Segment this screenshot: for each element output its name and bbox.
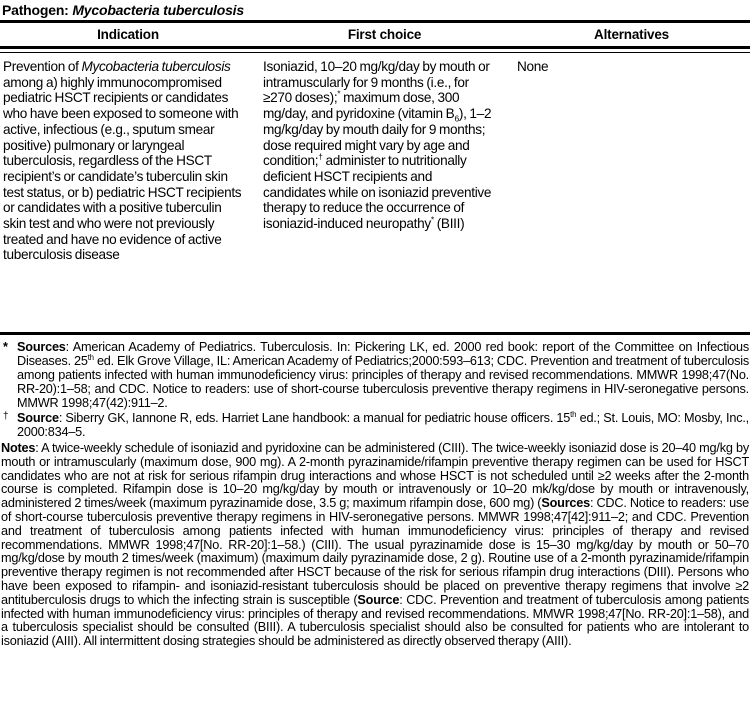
footnote-asterisk (0, 340, 750, 410)
footnote-asterisk-text: Sources: American Academy of Pediatrics. Tuberculosis. In: Pickering LK, ed. 2000 red book: report of the Committee on Infectious Diseases. 25th ed. Elk Grove Village, IL: American Academy of Pediatrics;2000:593–613; CDC. Prevention and treatment of tuberculosis among patients infected with human immunodeficiency virus: principles of therapy and revised recommendations. MMWR 1998;47(No. RR-20):1–58; and CDC. Notice to readers: use of short-course tuberculosis preventive therapy regimens in HIV-seronegative persons. MMWR 1998;47(42):911–2. (17, 340, 750, 410)
table-body-row (0, 53, 750, 330)
notes-paragraph: Notes: A twice-weekly schedule of isoniazid and pyridoxine can be administered (CIII). The twice-weekly isoniazid dose is 20–40 mg/kg by mouth or intramuscularly (maximum dose, 900 mg). A 2-month pyrazinamide/rifampin preventive therapy regimen can be used for HSCT candidates who are not at risk for serious rifampin drug interactions and whose HSCT is not scheduled until ≥2 weeks after the 2-month course is completed. Rifampin dose is 10–20 mg/kg/day by mouth or intravenously or 10–20 mk/kg/dose by mouth or intravenously, administered 2 times/week (maximum pyrazinamide dose, 3.5 g; maximum rifampin dose, 600 mg) (Sources: CDC. Notice to readers: use of short-course tuberculosis preventive therapy regimens in HIV-seronegative persons. MMWR 1998;47[42]:911–2; and CDC. Prevention and treatment of tuberculosis among patients infected with human immunodeficiency virus: principles of therapy and revised recommendations. MMWR 1998;47[No. RR-20]:1–58.) (CIII). The usual pyrazinamide dose is 15–30 mg/kg/day by mouth or 50–70 mg/kg/dose by mouth 2 times/week (maximum) (maximum daily pyrazinamide dose, 2 g). Routine use of a 2-month pyrazinamide/rifampin preventive therapy regimen is not recommended after HSCT because of the risk for serious rifampin drug interactions (DIII). Persons who have been exposed to rifampin- and isoniazid-resistant tuberculosis should be placed on preventive therapy regimens that involve ≥2 antituberculosis drugs to which the infecting strain is susceptible (Source: CDC. Prevention and treatment of tuberculosis among patients infected with human immunodeficiency virus: principles of therapy and revised recommendations. MMWR 1998;47[No. RR-20]:1–58), and a tuberculosis specialist should be consulted (BIII). A tuberculosis specialist should also be consulted for patients who are intolerant to isoniazid (AIII). All intermittent dosing strategies should be administered as directly observed therapy (AIII). (1, 441, 749, 649)
footnote-dagger-text: Source: Siberry GK, Iannone R, eds. Harriet Lane handbook: a manual for pediatric house officers. 15th ed.; St. Louis, MO: Mosby, Inc., 2000:834–5. (17, 409, 750, 439)
pathogen-name: Mycobacteria tuberculosis (72, 2, 244, 18)
cell-alternatives: None (517, 59, 549, 74)
column-header-indication: Indication (97, 27, 159, 42)
header-bottom-rule (0, 46, 750, 53)
pathogen-heading (0, 2, 750, 18)
footnotes-section (0, 335, 750, 439)
cell-indication: Prevention of Mycobacteria tuberculosis among a) highly immunocompromised pediatric HSCT recipients or candidates who have been exposed to someone with active, infectious (e.g., sputum smear positive) pulmonary or laryngeal tuberculosis, regardless of the HSCT recipient’s or candidate’s tuberculin skin test status, or b) pediatric HSCT recipients or candidates with a positive tuberculin skin test and who were not previously treated and have no evidence of active tuberculosis disease (3, 59, 242, 263)
footnote-dagger (0, 411, 750, 439)
pathogen-label: Pathogen: (2, 2, 73, 18)
cell-first-choice: Isoniazid, 10–20 mg/kg/day by mouth or intramuscularly for 9 months (i.e., for ≥270 doses);* maximum dose, 300 mg/day, and pyridoxine (vitamin $B_6$), 1–2 mg/kg/day by mouth daily for 9 months; dose required might vary by age and condition;† administer to nutritionally deficient HSCT recipients and candidates while on isoniazid preventive therapy to reduce the occurrence of isoniazid-induced neuropathy* (BIII) (263, 59, 492, 232)
column-header-first-choice: First choice (347, 27, 422, 42)
column-header-alternatives: Alternatives (594, 27, 669, 42)
asterisk-marker: * (3, 340, 8, 354)
table-header-row (0, 23, 750, 46)
dagger-marker: † (3, 411, 9, 422)
